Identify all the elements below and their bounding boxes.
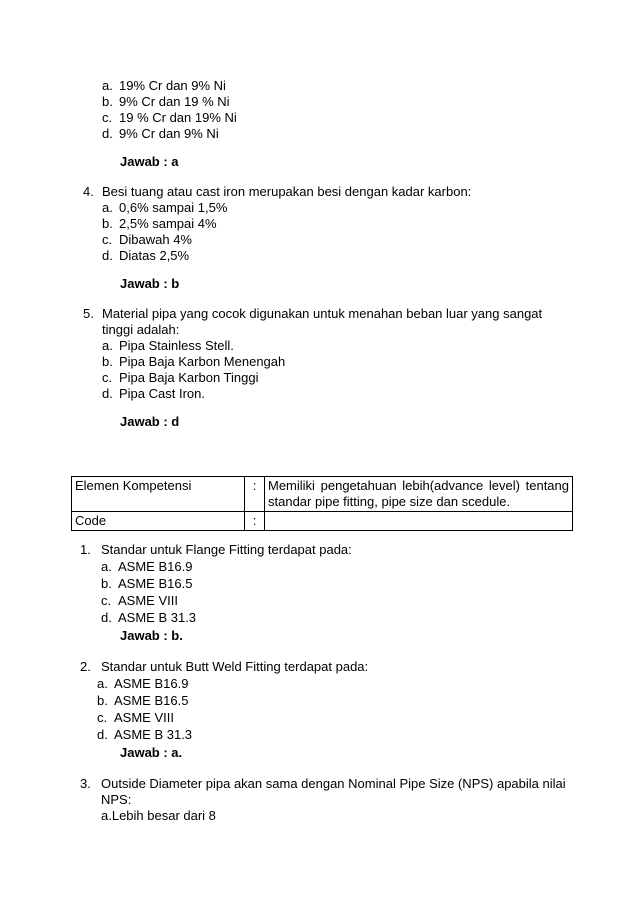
option-letter: a. bbox=[101, 559, 112, 574]
option-letter: c. bbox=[101, 593, 112, 608]
table-colon-cell: : bbox=[245, 477, 265, 512]
competency-table bbox=[71, 476, 573, 531]
option-letter: a. bbox=[102, 200, 113, 215]
table-row bbox=[72, 477, 573, 512]
question-text-cont: tinggi adalah: bbox=[102, 322, 180, 337]
option-text: ASME B16.9 bbox=[118, 559, 193, 574]
option-item bbox=[102, 78, 226, 94]
option-text: ASME B16.9 bbox=[114, 676, 189, 691]
option-item bbox=[102, 126, 219, 142]
option-letter: d. bbox=[102, 126, 113, 141]
question-text: Besi tuang atau cast iron merupakan besi dengan kadar karbon: bbox=[102, 184, 472, 199]
option-text: Diatas 2,5% bbox=[119, 248, 190, 263]
option-letter: c. bbox=[97, 710, 108, 725]
question-number: 5. bbox=[83, 306, 94, 321]
option-letter: b. bbox=[101, 576, 112, 591]
answer-text: Jawab : b bbox=[120, 276, 180, 291]
table-row bbox=[72, 512, 573, 531]
question-number: 3. bbox=[80, 776, 91, 791]
option-item bbox=[102, 94, 230, 110]
option-text: Pipa Stainless Stell. bbox=[119, 338, 234, 353]
table-colon-cell: : bbox=[245, 512, 265, 531]
option-letter: a. bbox=[102, 78, 113, 93]
question-text: Material pipa yang cocok digunakan untuk menahan beban luar yang sangat bbox=[102, 306, 543, 321]
option-item: a.Lebih besar dari 8 bbox=[101, 808, 216, 823]
option-text: Pipa Baja Karbon Tinggi bbox=[119, 370, 259, 385]
option-letter: d. bbox=[101, 610, 112, 625]
option-text: ASME VIII bbox=[118, 593, 178, 608]
option-text: ASME VIII bbox=[114, 710, 174, 725]
option-letter: a. bbox=[102, 338, 113, 353]
question-number: 4. bbox=[83, 184, 94, 199]
option-text: 2,5% sampai 4% bbox=[119, 216, 217, 231]
option-item bbox=[101, 610, 196, 626]
option-letter: c. bbox=[102, 232, 113, 247]
option-letter: d. bbox=[102, 386, 113, 401]
option-item bbox=[101, 576, 192, 592]
question-text-cont: NPS: bbox=[101, 792, 132, 807]
option-text: ASME B 31.3 bbox=[114, 727, 193, 742]
question-text: Standar untuk Flange Fitting terdapat pada: bbox=[101, 542, 352, 557]
table-value-line: standar pipe fitting, pipe size dan scedule. bbox=[268, 494, 511, 509]
option-letter: b. bbox=[102, 216, 113, 231]
option-text: 9% Cr dan 9% Ni bbox=[119, 126, 219, 141]
option-item bbox=[102, 338, 234, 354]
option-item bbox=[102, 110, 237, 126]
question-text: Outside Diameter pipa akan sama dengan Nominal Pipe Size (NPS) apabila nilai bbox=[101, 776, 566, 791]
option-item bbox=[102, 248, 189, 264]
table-label-cell: Elemen Kompetensi bbox=[72, 477, 245, 512]
option-letter: d. bbox=[102, 248, 113, 263]
table-value-cell bbox=[265, 477, 573, 512]
option-text: ASME B16.5 bbox=[114, 693, 189, 708]
option-letter: d. bbox=[97, 727, 108, 742]
option-text: 0,6% sampai 1,5% bbox=[119, 200, 228, 215]
option-item bbox=[102, 354, 285, 370]
option-letter: b. bbox=[102, 94, 113, 109]
option-item bbox=[102, 370, 258, 386]
option-item bbox=[97, 710, 174, 726]
option-item bbox=[102, 232, 192, 248]
table-value-cell bbox=[265, 512, 573, 531]
option-letter: c. bbox=[102, 370, 113, 385]
option-item bbox=[102, 386, 205, 402]
question-number: 1. bbox=[80, 542, 91, 557]
option-letter: a. bbox=[97, 676, 108, 691]
option-text: ASME B16.5 bbox=[118, 576, 193, 591]
option-letter: b. bbox=[102, 354, 113, 369]
question-number: 2. bbox=[80, 659, 91, 674]
answer-text: Jawab : d bbox=[120, 414, 180, 429]
option-text: Pipa Cast Iron. bbox=[119, 386, 205, 401]
option-text: Pipa Baja Karbon Menengah bbox=[119, 354, 286, 369]
answer-text: Jawab : b. bbox=[120, 628, 183, 643]
option-letter: b. bbox=[97, 693, 108, 708]
option-item bbox=[101, 593, 178, 609]
option-item bbox=[102, 200, 227, 216]
question-text: Standar untuk Butt Weld Fitting terdapat pada: bbox=[101, 659, 369, 674]
option-item bbox=[97, 676, 188, 692]
answer-text: Jawab : a bbox=[120, 154, 179, 169]
option-text: ASME B 31.3 bbox=[118, 610, 197, 625]
option-item bbox=[101, 559, 192, 575]
option-text: Dibawah 4% bbox=[119, 232, 192, 247]
table-label-cell: Code bbox=[72, 512, 245, 531]
option-text: 19% Cr dan 9% Ni bbox=[119, 78, 226, 93]
option-text: 9% Cr dan 19 % Ni bbox=[119, 94, 230, 109]
option-item bbox=[102, 216, 217, 232]
option-letter: c. bbox=[102, 110, 113, 125]
table-value-line: Memiliki pengetahuan lebih(advance level) tentang bbox=[268, 478, 569, 493]
option-text: 19 % Cr dan 19% Ni bbox=[119, 110, 237, 125]
option-item bbox=[97, 693, 188, 709]
answer-text: Jawab : a. bbox=[120, 745, 183, 760]
option-item bbox=[97, 727, 192, 743]
